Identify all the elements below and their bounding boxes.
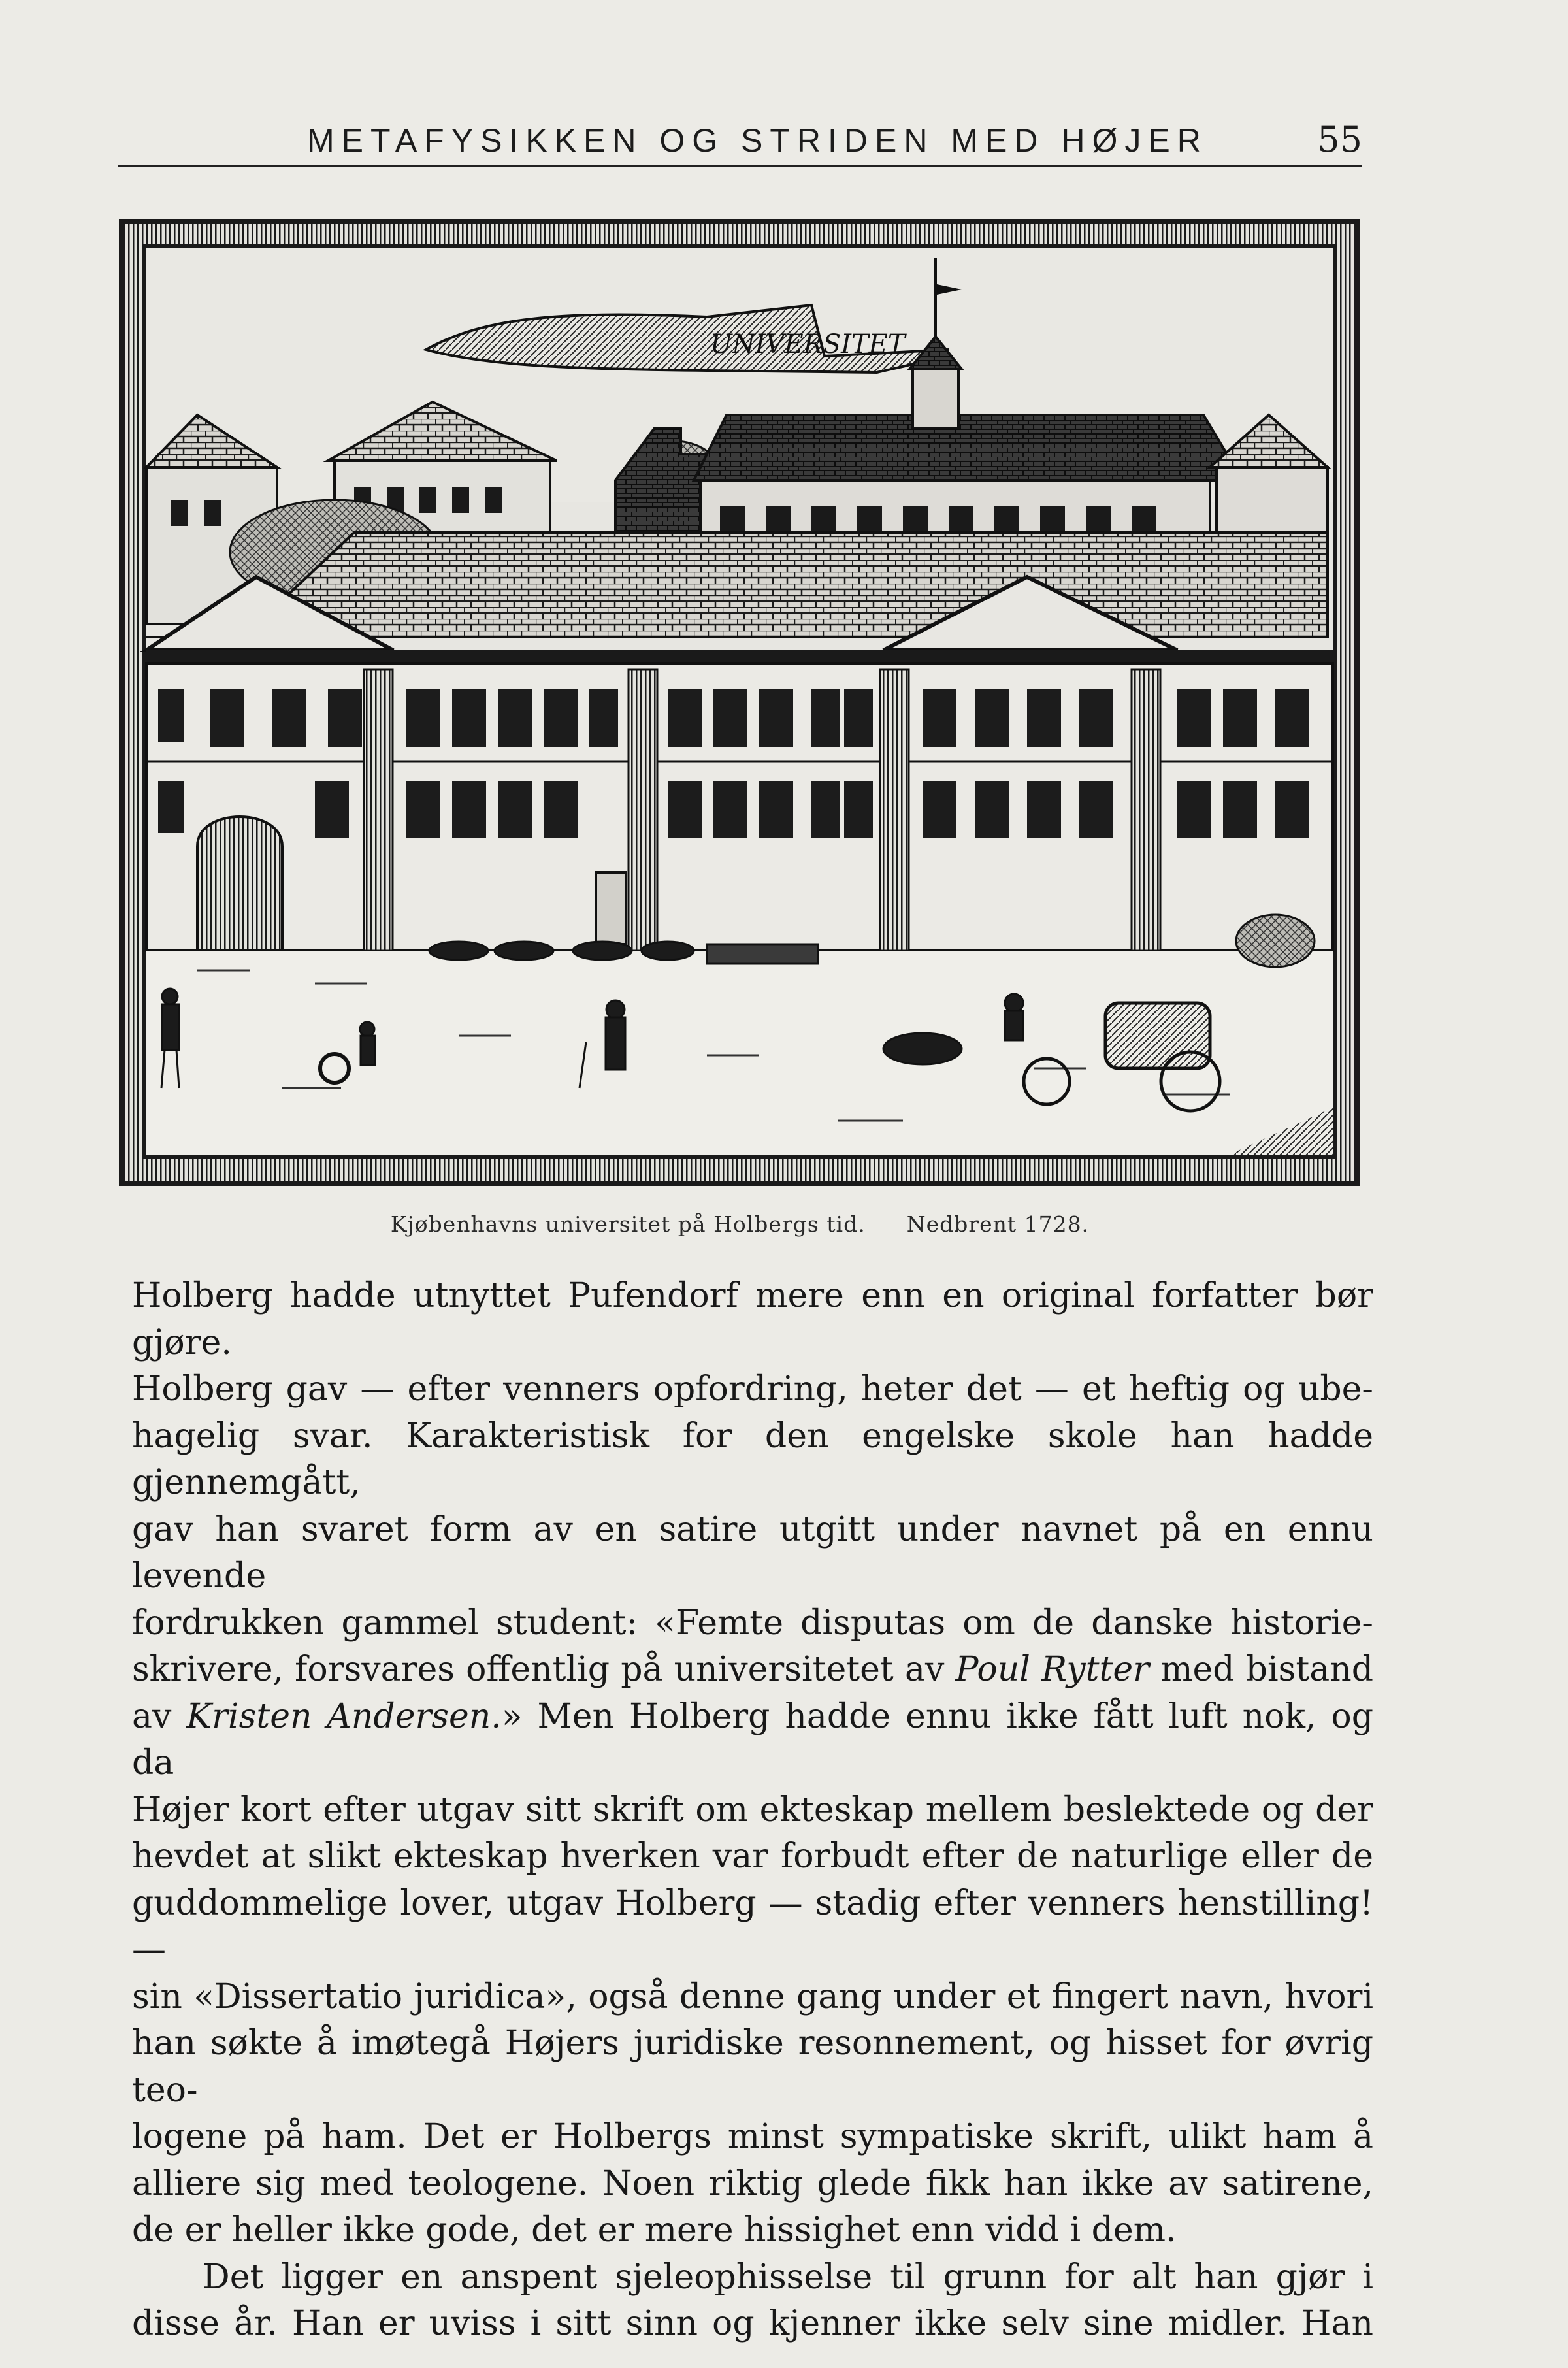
text-line: disse år. Han er uviss i sitt sinn og kjenner ikke selv sine midler. Han — [132, 2304, 1373, 2343]
running-head — [118, 110, 1362, 167]
paragraph-1 — [132, 1273, 1373, 2254]
text-line: alliere sig med teologene. Noen riktig glede fikk han ikke av satirene, — [132, 2163, 1373, 2203]
text-line: han søkte å imøtegå Højers juridiske resonnement, og hisset for øvrig teo- — [132, 2024, 1373, 2110]
italic-name: Poul Rytter — [955, 1650, 1150, 1689]
figure-caption — [118, 1211, 1362, 1237]
italic-name: Kristen Andersen. — [186, 1696, 502, 1736]
text-line: logene på ham. Det er Holbergs minst sympatiske skrift, ulikt ham å — [132, 2117, 1373, 2156]
caption-right: Nedbrent 1728. — [906, 1211, 1090, 1237]
text-line: fordrukken gammel student: «Femte disputas om de danske historie- — [132, 1603, 1373, 1643]
banner-text: UNIVERSITET — [710, 329, 906, 359]
text-line: Det ligger en anspent sjeleophisselse til grunn for alt han gjør i — [203, 2257, 1373, 2297]
engraving-illustration — [119, 219, 1360, 1186]
text-line: hagelig svar. Karakteristisk for den engelske skole han hadde gjennemgått, — [132, 1416, 1373, 1502]
text-line: hevdet at slikt ekteskap hverken var forbudt efter de naturlige eller de — [132, 1837, 1373, 1876]
caption-left: Kjøbenhavns universitet på Holbergs tid. — [390, 1211, 866, 1237]
running-title: METAFYSIKKEN OG STRIDEN MED HØJER — [307, 122, 1208, 159]
text-line: guddommelige lover, utgav Holberg — stadig efter venners henstilling! — — [132, 1883, 1373, 1969]
paragraph-2 — [132, 2254, 1373, 2348]
text-line: de er heller ikke gode, det er mere hissighet enn vidd i dem. — [132, 2211, 1177, 2250]
text-line-with-name: av Kristen Andersen.» Men Holberg hadde ennu ikke fått luft nok, og da — [132, 1696, 1373, 1783]
page-number: 55 — [1317, 119, 1362, 160]
text-line: gav han svaret form av en satire utgitt under navnet på en ennu levende — [132, 1509, 1373, 1596]
text-line: sin «Dissertatio juridica», også denne gang under et fingert navn, hvori — [132, 1977, 1373, 2016]
text-line-with-name: skrivere, forsvares offentlig på universitetet av Poul Rytter med bistand — [132, 1650, 1373, 1689]
body-text — [132, 1273, 1373, 2348]
text-line: Holberg gav — efter venners opfordring, heter det — et heftig og ube- — [132, 1370, 1373, 1409]
arched-gate — [197, 817, 282, 951]
text-line: Holberg hadde utnyttet Pufendorf mere enn en original forfatter bør gjøre. — [132, 1276, 1373, 1362]
text-line: Højer kort efter utgav sitt skrift om ekteskap mellem beslektede og der — [132, 1790, 1373, 1830]
